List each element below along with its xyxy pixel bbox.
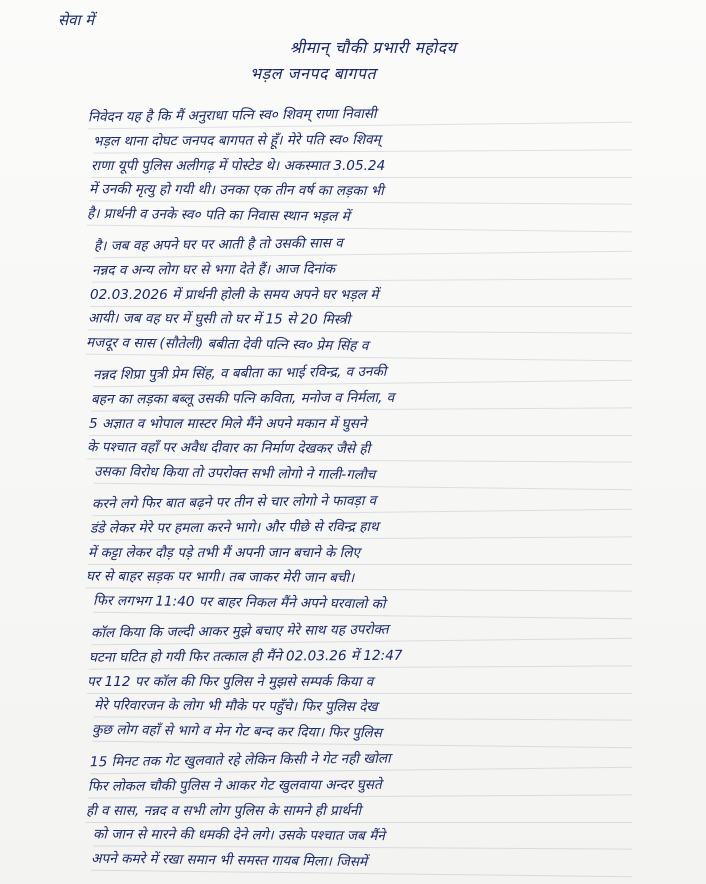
letter-line: घर से बाहर सड़क पर भागी। तब जाकर मेरी जान बची। <box>86 567 632 592</box>
letter-line: कुछ लोग वहाँ से भागे व मेन गेट बन्द कर दिया। फिर पुलिस <box>92 720 632 749</box>
letter-line: कॉल किया कि जल्दी आकर मुझे बचाए मेरे साथ यह उपरोक्त <box>91 617 632 646</box>
letter-line: बहन का लड़का बब्लू उसकी पत्नि कविता, मनोज व निर्मला, व <box>91 386 632 411</box>
letter-line: उसका विरोध किया तो उपरोक्त सभी लोगो ने गाली-गलौच <box>94 462 632 491</box>
letter-line: निवेदन यह है कि मैं अनुराधा पत्नि स्व० शिवम् राणा निवासी <box>88 101 632 130</box>
recipient-title: श्रीमान् चौकी प्रभारी महोदय <box>289 38 457 57</box>
letter-line: में कट्टा लेकर दौड़ पड़े तभी मैं अपनी जान बचाने के लिए <box>88 543 632 565</box>
letter-line: डंडे लेकर मेरे पर हमला करने भागे। और पीछे से रविन्द्र हाथ <box>90 515 632 540</box>
letter-line: राणा यूपी पुलिस अलीगढ़ में पोस्टेड थे। अकस्मात 3.05.24 <box>91 156 632 178</box>
letter-line: घटना घटित हो गयी फिर तत्काल ही मैंने 02.03.26 में 12:47 <box>89 644 632 669</box>
letter-line: 02.03.2026 में प्रार्थनी होली के समय अपने घर भड़ल में <box>90 285 632 307</box>
letter-line: ही व सास, नन्नद व सभी लोग पुलिस के सामने ही प्रार्थनी <box>86 801 632 823</box>
letter-line: करने लगे फिर बात बढ़ने पर तीन से चार लोगो ने फावड़ा व <box>92 488 632 517</box>
letter-line: पर 112 पर कॉल की फिर पुलिस ने मुझसे सम्पर्क किया व <box>87 672 632 694</box>
letter-line: के पश्चात वहाँ पर अवैध दीवार का निर्माण देखकर जैसे ही <box>87 438 632 463</box>
letter-line: 15 मिनट तक गेट खुलवाते रहे लेकिन किसी ने गेट नही खोला <box>90 746 632 775</box>
letter-line: नन्नद शिप्रा पुत्री प्रेम सिंह, व बबीता का भाई रविन्द्र, व उनकी <box>93 359 632 388</box>
letter-line: है। प्रार्थनी व उनके स्व० पति का निवास स्थान भड़ल में <box>87 204 632 233</box>
letter-line: फिर लोकल चौकी पुलिस ने आकर गेट खुलवाया अन्दर घुसते <box>88 773 632 798</box>
letter-line: में उनकी मृत्यु हो गयी थी। उनका एक तीन वर्ष का लड़का भी <box>89 180 632 205</box>
recipient-address: भड़ल जनपद बागपत <box>249 64 377 83</box>
letter-line: भड़ल थाना दोघट जनपद बागपत से हूँ। मेरे पति स्व० शिवम् <box>93 128 632 153</box>
letter-line: है। जब वह अपने घर पर आती है तो उसकी सास व <box>94 230 632 259</box>
letter-line: को जान से मारने की धमकी देने लगे। उसके पश्चात जब मैंने <box>93 825 632 850</box>
letter-line: नन्नद व अन्य लोग घर से भगा देते हैं। आज दिनांक <box>92 257 632 282</box>
letter-line: आयी। जब वह घर में घुसी तो घर में 15 से 20 मिस्त्री <box>88 309 632 334</box>
letter-line: फिर लगभग 11:40 पर बाहर निकल मैंने अपने घरवालो को <box>93 591 632 620</box>
letter-line: मेरे परिवारजन के लोग भी मौके पर पहुँचे। फिर पुलिस देख <box>94 696 632 721</box>
letter-line: 5 अज्ञात व भोपाल मास्टर मिले मैंने अपने मकान में घुसने <box>89 414 632 436</box>
letter-line: अपने कमरे में रखा समान भी समस्त गायब मिला। जिसमें <box>91 849 632 878</box>
letter-line: मजदूर व सास (सौतेली) बबीता देवी पत्नि स्व० प्रेम सिंह व <box>86 333 632 362</box>
salutation: सेवा में <box>58 11 95 29</box>
